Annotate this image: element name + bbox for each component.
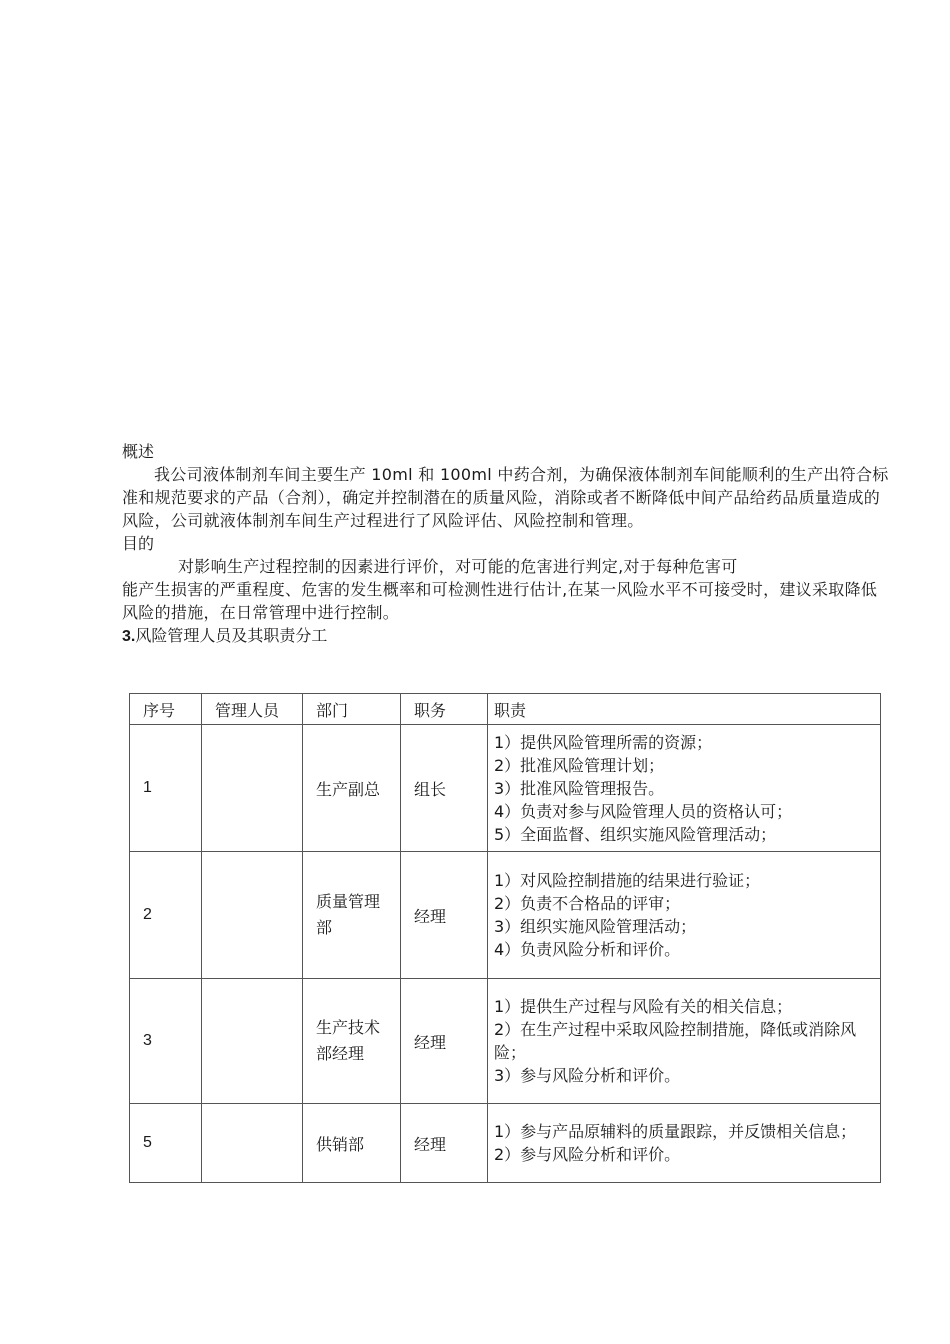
duty-item: 2）批准风险管理计划； bbox=[494, 755, 665, 775]
row-title: 组长 bbox=[401, 725, 488, 852]
row-dept: 质量管理部 bbox=[303, 852, 401, 979]
table-row bbox=[130, 979, 881, 1104]
table-row bbox=[130, 1104, 881, 1183]
row-duties bbox=[488, 1104, 881, 1183]
header-title: 职务 bbox=[401, 694, 488, 725]
document-body bbox=[122, 440, 890, 648]
purpose-heading: 目的 bbox=[122, 534, 155, 553]
table-row bbox=[130, 725, 881, 852]
row-seq: 1 bbox=[130, 725, 202, 852]
table-header-row bbox=[130, 694, 881, 725]
duty-item: 1）对风险控制措施的结果进行验证； bbox=[494, 871, 761, 890]
row-dept: 供销部 bbox=[303, 1104, 401, 1183]
purpose-paragraph: 能产生损害的严重程度、危害的发生概率和可检测性进行估计,在某一风险水平不可接受时，建议采取降低风险的措施，在日常管理中进行控制。 bbox=[122, 580, 878, 622]
row-title: 经理 bbox=[401, 979, 488, 1104]
row-person bbox=[202, 1104, 303, 1183]
row-title: 经理 bbox=[401, 1104, 488, 1183]
duty-item: 4）负责对参与风险管理人员的资格认可； bbox=[494, 801, 793, 821]
duty-item: 2）参与风险分析和评价。 bbox=[494, 1145, 681, 1164]
row-duties bbox=[488, 852, 881, 979]
overview-heading: 概述 bbox=[122, 442, 155, 461]
row-person bbox=[202, 852, 303, 979]
duty-item: 4）负责风险分析和评价。 bbox=[494, 940, 681, 959]
staff-heading bbox=[122, 624, 890, 648]
header-duty: 职责 bbox=[488, 694, 881, 725]
header-dept: 部门 bbox=[303, 694, 401, 725]
row-seq: 3 bbox=[130, 979, 202, 1104]
duty-item: 5）全面监督、组织实施风险管理活动； bbox=[494, 824, 777, 844]
duty-item: 3）组织实施风险管理活动； bbox=[494, 917, 697, 936]
staff-section-number: 3. bbox=[122, 628, 136, 645]
responsibility-table bbox=[129, 693, 881, 1183]
duty-item: 1）提供风险管理所需的资源； bbox=[494, 732, 713, 752]
row-person bbox=[202, 979, 303, 1104]
duty-item: 2）负责不合格品的评审； bbox=[494, 894, 681, 913]
duty-item: 2）在生产过程中采取风险控制措施，降低或消除风险； bbox=[494, 1020, 857, 1062]
row-person bbox=[202, 725, 303, 852]
duty-item: 1）提供生产过程与风险有关的相关信息； bbox=[494, 997, 793, 1016]
header-seq: 序号 bbox=[130, 694, 202, 725]
purpose-paragraph-first-line: 对影响生产过程控制的因素进行评价，对可能的危害进行判定,对于每种危害可 bbox=[178, 557, 738, 576]
row-seq: 2 bbox=[130, 852, 202, 979]
duty-item: 1）参与产品原辅料的质量跟踪，并反馈相关信息； bbox=[494, 1122, 857, 1141]
overview-paragraph: 我公司液体制剂车间主要生产 10ml 和 100ml 中药合剂，为确保液体制剂车间能顺利的生产出符合标准和规范要求的产品（合剂），确定并控制潜在的质量风险，消除或者不断降低中间产品给药品质量造成的风险，公司就液体制剂车间生产过程进行了风险评估、风险控制和管理。 bbox=[122, 465, 889, 530]
table-row bbox=[130, 852, 881, 979]
row-dept: 生产副总 bbox=[303, 725, 401, 852]
staff-section-title: 风险管理人员及其职责分工 bbox=[135, 626, 328, 645]
header-person: 管理人员 bbox=[202, 694, 303, 725]
row-title: 经理 bbox=[401, 852, 488, 979]
duty-item: 3）批准风险管理报告。 bbox=[494, 778, 665, 798]
row-dept: 生产技术部经理 bbox=[303, 979, 401, 1104]
row-duties bbox=[488, 725, 881, 852]
row-duties bbox=[488, 979, 881, 1104]
row-seq: 5 bbox=[130, 1104, 202, 1183]
duty-item: 3）参与风险分析和评价。 bbox=[494, 1066, 681, 1085]
